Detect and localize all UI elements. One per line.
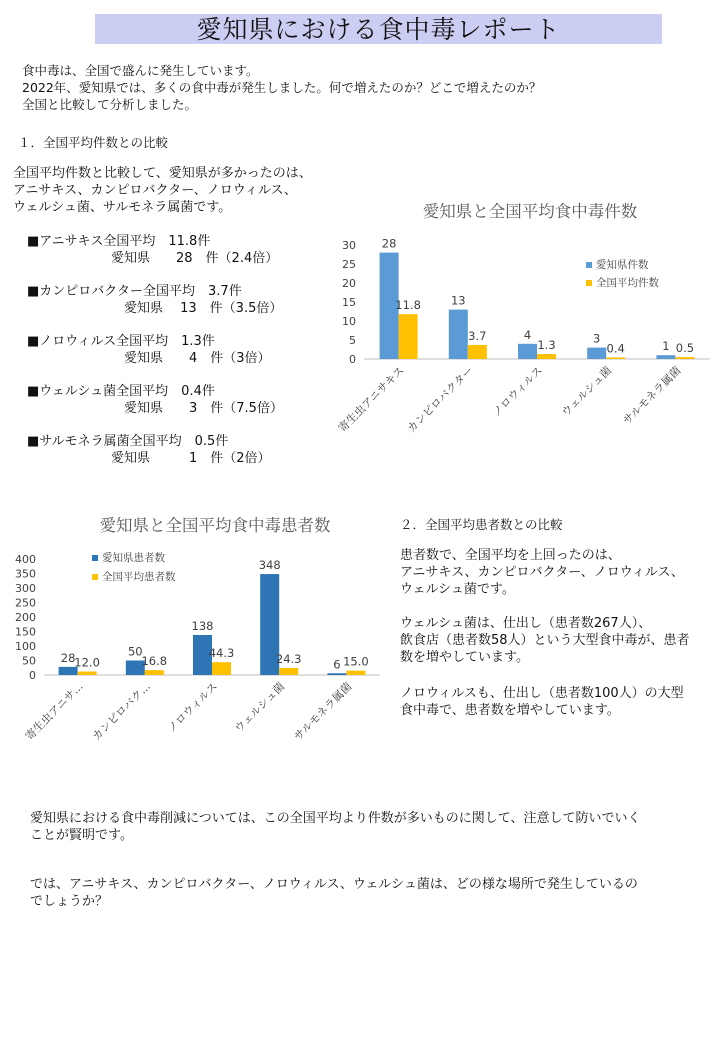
- conclusion-line-1: 愛知県における食中毒削減については、この全国平均より件数が多いものに関して、注意して防いでいく: [30, 811, 641, 826]
- bar-aichi: [518, 344, 537, 359]
- bar-national: [346, 671, 365, 675]
- data-label-aichi: 28: [381, 236, 397, 251]
- legend-label: 愛知県患者数: [102, 552, 165, 564]
- bar-national: [399, 314, 418, 359]
- section1-lead-2: アニサキス、カンピロバクター、ノロウィルス、: [13, 183, 297, 198]
- section2-p1-2: アニサキス、カンピロバクター、ノロウィルス、: [400, 565, 684, 580]
- y-tick-label: 10: [342, 315, 356, 328]
- data-label-national: 44.3: [208, 646, 235, 661]
- section2-p2-1: ウェルシュ菌は、仕出し（患者数267人）、: [400, 616, 652, 631]
- stat-salmonella-aichi: 愛知県 1 件（2倍）: [111, 451, 271, 466]
- stat-welchii-aichi: 愛知県 3 件（7.5倍）: [124, 401, 283, 416]
- section2-p2-2: 飲食店（患者数58人）という大型食中毒が、患者: [400, 633, 690, 648]
- data-label-national: 0.5: [675, 341, 695, 356]
- data-label-national: 15.0: [343, 654, 369, 669]
- stat-norovirus-national: ■ノロウィルス全国平均 1.3件: [27, 334, 215, 349]
- data-label-aichi: 28: [60, 650, 76, 665]
- legend-label: 全国平均患者数: [102, 571, 176, 583]
- section2-p2-3: 数を増やしています。: [400, 650, 529, 665]
- y-tick-label: 150: [15, 625, 36, 639]
- bar-aichi: [449, 310, 468, 359]
- section2-heading: ２．全国平均患者数との比較: [400, 517, 563, 532]
- y-tick-label: 50: [22, 654, 36, 668]
- data-label-aichi: 138: [191, 618, 214, 633]
- intro-line-2: 2022年、愛知県では、多くの食中毒が発生しました。何で増えたのか？どこで増えたのか？: [22, 80, 542, 95]
- y-tick-label: 300: [15, 582, 36, 595]
- question-line-2: でしょうか？: [30, 894, 109, 909]
- bar-national: [145, 670, 164, 675]
- y-tick-label: 25: [342, 258, 356, 271]
- y-tick-label: 0: [349, 353, 356, 366]
- data-label-national: 12.0: [74, 655, 100, 670]
- section1-heading: １．全国平均件数との比較: [18, 135, 169, 150]
- bar-national: [212, 662, 231, 675]
- question-line-1: では、アニサキス、カンピロバクター、ノロウィルス、ウェルシュ菌は、どの様な場所で発生しているの: [30, 877, 638, 892]
- stat-anisakis-aichi: 愛知県 28 件（2.4倍）: [111, 251, 279, 266]
- section2-p3-2: 食中毒で、患者数を増やしています。: [400, 703, 620, 718]
- section1-lead-3: ウェルシュ菌、サルモネラ属菌です。: [13, 200, 232, 215]
- legend-swatch: [586, 262, 592, 268]
- legend-label: 全国平均件数: [596, 277, 659, 289]
- bar-aichi: [327, 673, 346, 675]
- data-label-aichi: 3: [593, 331, 601, 346]
- y-tick-label: 15: [342, 296, 356, 309]
- bar-national: [606, 357, 625, 359]
- x-tick-label: ウェルシュ菌: [232, 679, 288, 736]
- bar-national: [468, 345, 487, 359]
- intro-line-1: 食中毒は、全国で盛んに発生しています。: [22, 63, 259, 78]
- legend-swatch: [92, 555, 98, 561]
- y-tick-label: 250: [15, 596, 36, 610]
- bar-national: [279, 668, 298, 675]
- y-tick-label: 400: [15, 553, 36, 566]
- x-tick-label: ノロウィルス: [164, 679, 221, 736]
- stat-campylobacter-aichi: 愛知県 13 件（3.5倍）: [124, 301, 283, 316]
- page-title: 愛知県における食中毒レポート: [95, 14, 662, 44]
- stat-anisakis-national: ■アニサキス全国平均 11.8件: [27, 234, 211, 249]
- x-tick-label: サルモネラ属菌: [291, 679, 355, 744]
- y-tick-label: 0: [29, 669, 36, 682]
- y-tick-label: 20: [342, 277, 356, 290]
- stat-campylobacter-national: ■カンピロバクター全国平均 3.7件: [27, 284, 242, 299]
- stat-salmonella-national: ■サルモネラ属菌全国平均 0.5件: [27, 434, 229, 449]
- y-tick-label: 5: [349, 334, 356, 347]
- data-label-aichi: 50: [127, 644, 143, 659]
- chart-case-counts: [330, 195, 715, 460]
- data-label-aichi: 1: [662, 339, 670, 354]
- chart1-title: 愛知県と全国平均食中毒件数: [422, 202, 638, 221]
- data-label-national: 1.3: [537, 338, 556, 353]
- legend-swatch: [586, 280, 592, 286]
- data-label-national: 24.3: [275, 651, 302, 666]
- chart-patient-counts: [0, 505, 395, 760]
- intro-line-3: 全国と比較して分析しました。: [22, 97, 198, 112]
- data-label-national: 3.7: [468, 328, 487, 343]
- data-label-national: 16.8: [141, 654, 168, 669]
- bar-national: [675, 357, 694, 359]
- bar-aichi: [656, 355, 675, 359]
- x-tick-label: ウェルシュ菌: [559, 363, 615, 420]
- y-tick-label: 100: [15, 640, 36, 653]
- data-label-national: 0.4: [606, 341, 625, 356]
- section2-p1-1: 患者数で、全国平均を上回ったのは、: [400, 548, 621, 563]
- y-tick-label: 350: [15, 567, 36, 581]
- x-tick-label: カンピロバク...: [89, 679, 153, 744]
- legend-swatch: [92, 574, 98, 580]
- bar-national: [537, 354, 556, 359]
- data-label-aichi: 6: [333, 657, 341, 672]
- section2-p3-1: ノロウィルスも、仕出し（患者数100人）の大型: [400, 686, 684, 701]
- section2-p1-3: ウェルシュ菌です。: [400, 582, 515, 597]
- data-label-aichi: 348: [258, 558, 281, 573]
- x-tick-label: ノロウィルス: [489, 363, 546, 420]
- bar-aichi: [587, 348, 606, 359]
- x-tick-label: カンピロバクター: [404, 363, 476, 436]
- data-label-national: 11.8: [395, 298, 421, 313]
- conclusion-line-2: ことが賢明です。: [30, 828, 133, 843]
- x-tick-label: サルモネラ属菌: [620, 363, 684, 428]
- stat-welchii-national: ■ウェルシュ菌全国平均 0.4件: [27, 384, 215, 399]
- chart2-title: 愛知県と全国平均食中毒患者数: [99, 516, 331, 535]
- legend-label: 愛知県件数: [596, 259, 649, 271]
- stat-norovirus-aichi: 愛知県 4 件（3倍）: [124, 351, 271, 366]
- data-label-aichi: 4: [523, 327, 532, 342]
- bar-national: [78, 672, 97, 675]
- x-tick-label: 寄生虫アニサ...: [22, 679, 86, 743]
- section1-lead-1: 全国平均件数と比較して、愛知県が多かったのは、: [13, 166, 312, 181]
- x-tick-label: 寄生虫アニサキス: [335, 363, 407, 435]
- y-tick-label: 30: [342, 239, 356, 252]
- data-label-aichi: 13: [450, 293, 466, 308]
- y-tick-label: 200: [15, 611, 36, 624]
